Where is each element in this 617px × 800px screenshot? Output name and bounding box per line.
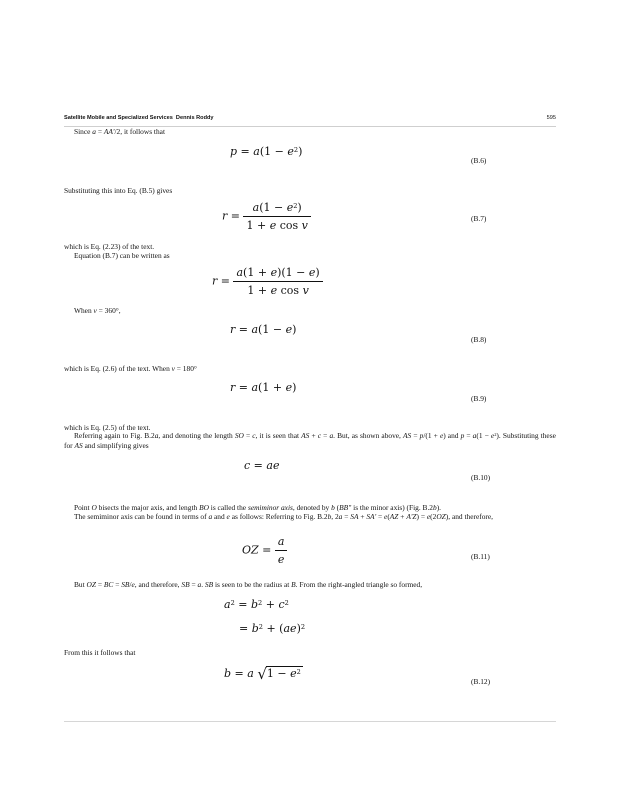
eq-var: a — [253, 145, 260, 158]
page-footer-rule — [64, 721, 556, 722]
eq-var: r — [230, 381, 236, 394]
text: . From the right-angled triangle so formed, — [295, 580, 423, 589]
eq-op: = — [239, 622, 249, 635]
text: ) and — [443, 431, 459, 440]
var: e — [426, 512, 431, 521]
var: AA' — [103, 127, 115, 136]
equation-b7 — [222, 201, 311, 232]
equation-pythagoras-1 — [224, 598, 289, 611]
text: Since — [74, 127, 91, 136]
var: OZ — [436, 512, 446, 521]
equation-number-b9: (B.9) — [471, 394, 487, 403]
var: b — [331, 503, 335, 512]
eq-op: ) — [298, 145, 303, 158]
text: ( — [387, 512, 390, 521]
eq-op: = — [240, 145, 250, 158]
text: Referring again to Fig. B.2 — [74, 431, 155, 440]
eq-var: a — [247, 667, 254, 680]
var: AS — [74, 441, 83, 450]
paragraph-when-180 — [64, 364, 197, 373]
op: = — [115, 580, 120, 589]
eq-var: b — [251, 622, 259, 635]
eq-var: e — [270, 284, 278, 297]
book-title: Satellite Mobile and Specialized Services — [64, 115, 173, 121]
eq-op: = — [230, 209, 240, 223]
text: , it is seen that — [255, 431, 300, 440]
text: ). — [436, 503, 442, 512]
text: ( — [336, 503, 340, 512]
eq-op: + — [265, 598, 275, 611]
op: = — [245, 431, 251, 440]
op: = — [191, 580, 196, 589]
var: A'Z — [406, 512, 417, 521]
paragraph-substituting: Substituting this into Eq. (B.5) gives — [64, 186, 173, 195]
var: p — [460, 431, 465, 440]
eq-op: (1 + — [258, 381, 283, 394]
equation-pythagoras-2 — [239, 622, 305, 635]
eq-denominator — [243, 217, 310, 232]
eq-var: e — [269, 219, 277, 232]
eq-var: ae — [283, 622, 297, 635]
text: . — [201, 580, 204, 589]
eq-var: b — [224, 667, 232, 680]
var: a — [92, 127, 96, 136]
eq-var: a — [251, 381, 259, 394]
paragraph-rewritten: Equation (B.7) can be written as — [74, 251, 170, 260]
eq-exp: 2 — [258, 599, 263, 608]
eq-radicand — [266, 666, 303, 680]
paragraph-point-o — [74, 503, 441, 512]
var: BC — [103, 580, 114, 589]
eq-var: e — [285, 381, 293, 394]
eq-exp: 2 — [293, 202, 298, 211]
text: is seen to be the radius at — [215, 580, 290, 589]
eq-var: c — [278, 598, 285, 611]
var: BO — [199, 503, 209, 512]
eq-op: 1 + — [247, 284, 268, 297]
eq-var: ae — [266, 459, 280, 472]
paragraph-referring — [64, 431, 556, 451]
var: a — [197, 580, 202, 589]
var: SB — [204, 580, 214, 589]
eq-var: r — [230, 323, 236, 336]
text: (1 − — [476, 431, 489, 440]
eq-numerator — [243, 201, 310, 217]
eq-op: = — [238, 323, 248, 336]
text: and — [214, 512, 225, 521]
eq-op: (1 − — [258, 323, 283, 336]
var: AS — [403, 431, 412, 440]
eq-exp: 2 — [300, 623, 306, 632]
eq-exp: 2 — [296, 668, 301, 677]
text: /2, it follows that — [114, 127, 166, 136]
eq-op: = — [253, 459, 263, 472]
var: b — [327, 512, 332, 521]
eq-var: p — [230, 145, 238, 158]
eq-var: r — [222, 209, 228, 223]
var: BB" — [339, 503, 352, 512]
var: e — [384, 512, 388, 521]
text: (2 — [430, 512, 437, 521]
term: semiminor axis — [247, 503, 293, 512]
var: e — [226, 512, 230, 521]
running-header-book — [64, 115, 214, 121]
running-header — [64, 114, 556, 127]
eq-op: )(1 − — [277, 266, 306, 279]
var: O — [91, 503, 97, 512]
eq-denominator — [233, 282, 322, 297]
sqrt-symbol: √ — [257, 665, 267, 683]
eq-fraction — [243, 201, 310, 232]
op: = — [323, 431, 328, 440]
eq-op: = — [262, 543, 272, 557]
text: . But, as shown above, — [333, 431, 401, 440]
eq-var: e — [285, 323, 293, 336]
op: = — [378, 512, 383, 521]
paragraph-eq25: which is Eq. (2.5) of the text. — [64, 423, 151, 432]
eq-op: (1 + — [243, 266, 268, 279]
eq-op: 1 + — [246, 219, 267, 232]
eq-exp: 2 — [284, 599, 289, 608]
equation-number-b6: (B.6) — [471, 156, 487, 165]
eq-var: v — [302, 284, 309, 297]
var: SO — [234, 431, 244, 440]
eq-var: e — [270, 266, 278, 279]
var: b — [433, 503, 437, 512]
eq-op: (1 − — [259, 145, 284, 158]
text: bisects the major axis, and length — [98, 503, 198, 512]
text: ), and therefore, — [445, 512, 493, 521]
page-number: 595 — [546, 115, 556, 121]
op: + — [311, 431, 316, 440]
text: is called the — [210, 503, 247, 512]
text: which is Eq. (2.6) of the text. When — [64, 364, 170, 373]
op: = — [97, 580, 103, 589]
var: OZ — [86, 580, 96, 589]
equation-number-b11: (B.11) — [471, 552, 490, 561]
paragraph-from-this: From this it follows that — [64, 648, 136, 657]
eq-op: ) — [297, 201, 302, 214]
equation-b6 — [230, 145, 302, 158]
var: SA' — [366, 512, 377, 521]
exp: 2 — [494, 432, 497, 438]
eq-var: a — [251, 323, 259, 336]
var: B — [291, 580, 296, 589]
eq-var: e — [287, 145, 294, 158]
text: The semiminor axis can be found in terms of — [74, 512, 207, 521]
eq-op: + ( — [266, 622, 284, 635]
op: + — [400, 512, 405, 521]
paragraph-but-oz — [74, 580, 422, 589]
eq-exp: 2 — [230, 599, 235, 608]
text: is the minor axis) (Fig. B.2 — [353, 503, 433, 512]
text: , and therefore, — [134, 580, 180, 589]
eq-denominator: e — [277, 553, 285, 566]
var: a — [472, 431, 477, 440]
equation-b7-expanded — [212, 266, 323, 297]
eq-func: cos — [280, 284, 300, 297]
eq-op: ) — [292, 323, 297, 336]
eq-fraction — [233, 266, 322, 297]
eq-var: e — [290, 667, 297, 680]
paragraph-eq223: which is Eq. (2.23) of the text. — [64, 242, 155, 251]
var: a — [154, 431, 159, 440]
var: v — [93, 306, 97, 315]
var: v — [171, 364, 175, 373]
eq-op: (1 − — [259, 201, 284, 214]
eq-var: OZ — [242, 543, 259, 557]
equation-number-b8: (B.8) — [471, 335, 487, 344]
var: e — [131, 580, 135, 589]
eq-var: a — [252, 201, 260, 214]
paragraph-semiminor — [64, 512, 556, 522]
op: = — [97, 127, 103, 136]
var: p — [419, 431, 424, 440]
text: = 180° — [176, 364, 197, 373]
eq-var: e — [308, 266, 316, 279]
equation-number-b12: (B.12) — [471, 677, 491, 686]
var: SB — [181, 580, 190, 589]
eq-var: c — [244, 459, 251, 472]
eq-var: v — [301, 219, 308, 232]
eq-op: = — [238, 598, 248, 611]
var: a — [208, 512, 213, 521]
eq-numerator: a — [275, 535, 288, 551]
eq-func: cos — [279, 219, 299, 232]
paragraph-since — [74, 127, 165, 136]
equation-b9 — [230, 381, 296, 394]
text: ). Substituting these for — [64, 431, 556, 450]
text: ) = — [416, 512, 426, 521]
eq-op: ) — [296, 622, 301, 635]
eq-var: r — [212, 274, 218, 288]
op: = — [344, 512, 349, 521]
author-name: Dennis Roddy — [175, 115, 214, 121]
eq-var: a — [224, 598, 231, 611]
eq-op: ) — [292, 381, 297, 394]
text: When — [74, 306, 92, 315]
eq-op: ) — [315, 266, 320, 279]
var: e — [439, 431, 444, 440]
eq-op: = — [234, 667, 244, 680]
var: SA — [350, 512, 359, 521]
text: Point — [74, 503, 90, 512]
var: AZ — [389, 512, 399, 521]
var: AS — [301, 431, 310, 440]
op: = — [413, 431, 418, 440]
eq-fraction — [275, 535, 288, 566]
eq-numerator — [233, 266, 322, 282]
var: c — [317, 431, 322, 440]
paragraph-when-360 — [74, 306, 121, 315]
text: But — [74, 580, 85, 589]
eq-exp: 2 — [293, 146, 299, 155]
text: /(1 + — [423, 431, 438, 440]
text: = 360°, — [98, 306, 121, 315]
equation-b10 — [244, 459, 279, 472]
eq-var: e — [286, 201, 294, 214]
var: a — [338, 512, 343, 521]
var: e — [490, 431, 495, 440]
equation-b12 — [224, 665, 303, 683]
equation-number-b10: (B.10) — [471, 473, 491, 482]
var: c — [252, 431, 256, 440]
text: as follows: Referring to Fig. B.2 — [231, 512, 328, 521]
var: a — [329, 431, 334, 440]
equation-b8 — [230, 323, 296, 336]
eq-op: = — [238, 381, 248, 394]
eq-op: = — [220, 274, 230, 288]
text: , 2 — [331, 512, 339, 521]
var: SB — [121, 580, 130, 589]
eq-exp: 2 — [258, 623, 263, 632]
equation-b11 — [242, 535, 287, 566]
op: = — [466, 431, 471, 440]
equation-number-b7: (B.7) — [471, 214, 487, 223]
op: + — [360, 512, 365, 521]
eq-var: b — [250, 598, 259, 611]
op: / — [129, 580, 132, 589]
text: and simplifying gives — [84, 441, 149, 450]
text: , and denoting the length — [158, 431, 233, 440]
eq-op: 1 − — [266, 667, 287, 680]
eq-var: a — [236, 266, 244, 279]
text: , denoted by — [292, 503, 330, 512]
